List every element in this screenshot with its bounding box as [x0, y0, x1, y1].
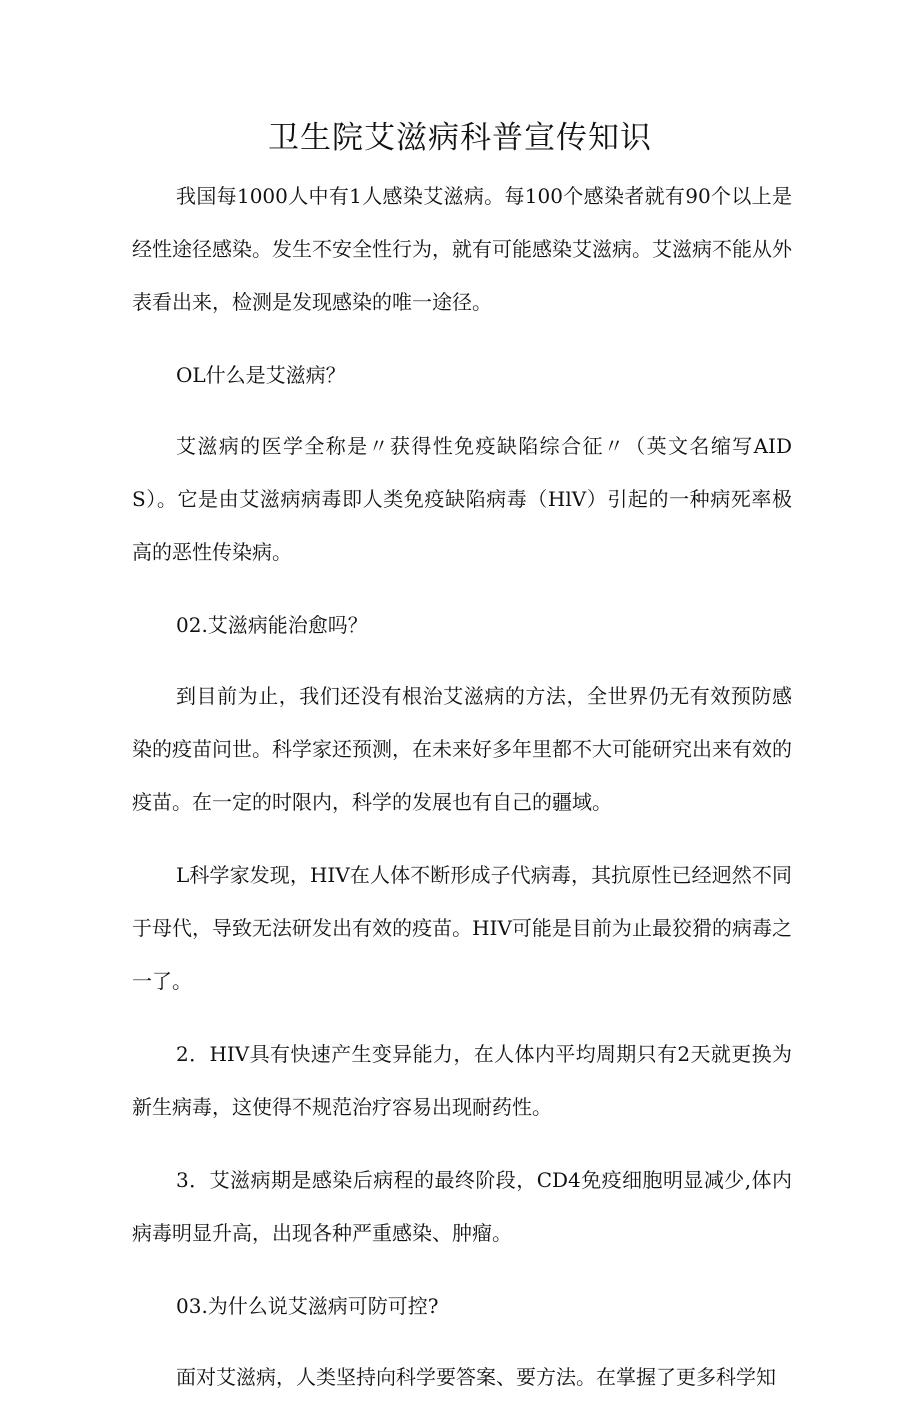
page-title: 卫生院艾滋病科普宣传知识	[268, 120, 652, 156]
question-heading-1: OL什么是艾滋病？	[176, 363, 346, 387]
paragraph-answer-2: 到目前为止，我们还没有根治艾滋病的方法，全世界仍无有效预防感染的疫苗问世。科学家还预测，在未来好多年里都不大可能研究出来有效的疫苗。在一定的时限内，科学的发展也有自己的疆域。	[132, 684, 792, 814]
paragraph-intro: 我国每1000人中有1人感染艾滋病。每100个感染者就有90个以上是经性途径感染。发生不安全性行为，就有可能感染艾滋病。艾滋病不能从外表看出来，检测是发现感染的唯一途径。	[132, 184, 792, 314]
paragraph-answer-3: 面对艾滋病，人类坚持向科学要答案、要方法。在掌握了更多科学知	[176, 1365, 776, 1389]
document-body	[132, 170, 792, 1424]
question-heading-2: 02.艾滋病能治愈吗？	[176, 613, 368, 637]
paragraph-answer-1: 艾滋病的医学全称是〃获得性免疫缺陷综合征〃（英文名缩写AIDS）。它是由艾滋病病毒即人类免疫缺陷病毒（HlV）引起的一种病死率极高的恶性传染病。	[132, 434, 792, 564]
paragraph-point-3: 3．艾滋病期是感染后病程的最终阶段，CD4免疫细胞明显减少,体内病毒明显升高，出现各种严重感染、肿瘤。	[132, 1168, 792, 1245]
paragraph-point-1: L科学家发现，HIV在人体不断形成子代病毒，其抗原性已经迥然不同于母代，导致无法研发出有效的疫苗。HIV可能是目前为止最狡猾的病毒之一了。	[132, 863, 792, 993]
paragraph-point-2: 2．HIV具有快速产生变异能力，在人体内平均周期只有2天就更换为新生病毒，这使得不规范治疗容易出现耐药性。	[132, 1042, 792, 1119]
question-heading-3: 03.为什么说艾滋病可防可控?	[176, 1294, 439, 1318]
